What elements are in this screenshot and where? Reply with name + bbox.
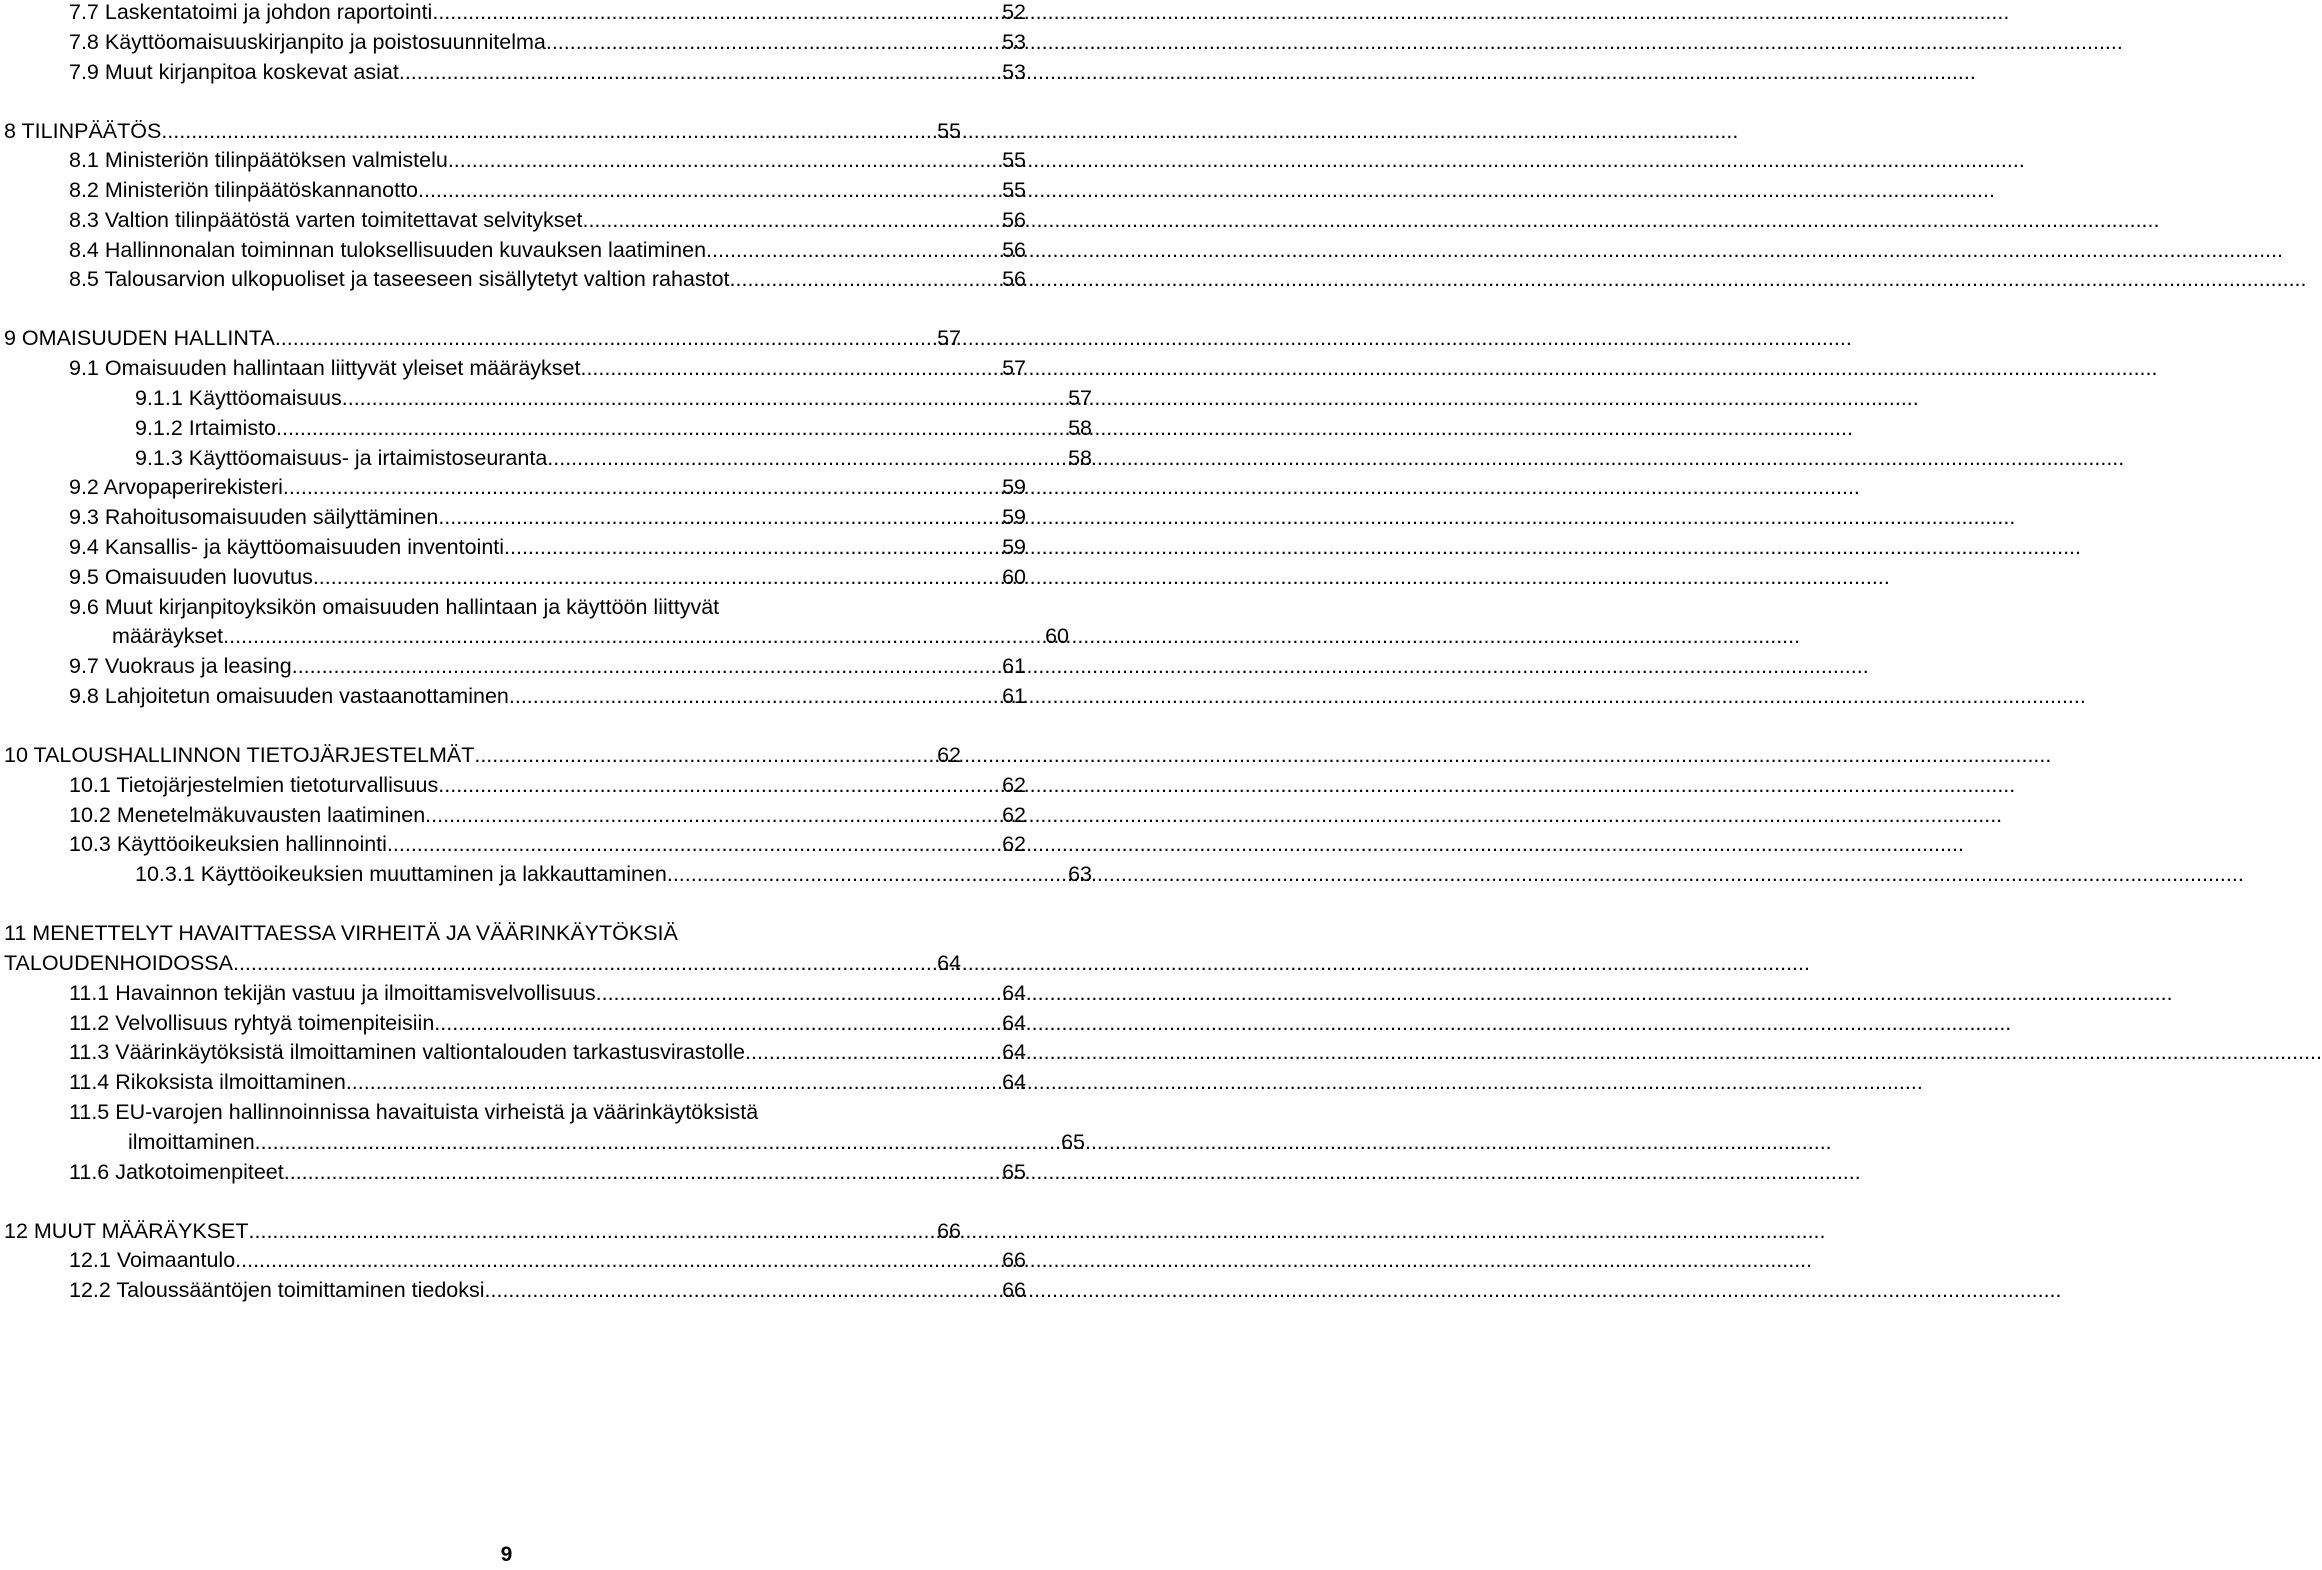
- toc-subentry[interactable]: [0, 413, 1092, 443]
- toc-entry-title: 11.4 Rikoksista ilmoittaminen: [69, 1070, 346, 1094]
- dot-leader: [580, 353, 1002, 383]
- toc-entry-page: 62: [1002, 832, 1026, 856]
- toc-entry-title: 8.1 Ministeriön tilinpäätöksen valmistelu: [69, 148, 448, 172]
- toc-entry-title: 7.7 Laskentatoimi ja johdon raportointi: [69, 0, 433, 24]
- toc-entry-page: 55: [1002, 178, 1026, 202]
- toc-entry[interactable]: [0, 353, 1026, 383]
- toc-entry-page: 56: [1002, 238, 1026, 262]
- dot-leader: [547, 443, 1068, 473]
- toc-entry-title: 12.1 Voimaantulo: [69, 1248, 236, 1272]
- dot-leader: [504, 532, 1002, 562]
- toc-entry-title: 12.2 Taloussääntöjen toimittaminen tiedoksi: [69, 1278, 485, 1302]
- dot-leader: [418, 175, 1002, 205]
- toc-entry-title-line1[interactable]: 9.6 Muut kirjanpitoyksikön omaisuuden hallintaan ja käyttöön liittyvät: [69, 595, 720, 619]
- dot-leader: [438, 502, 1002, 532]
- dot-leader: [235, 1245, 1002, 1275]
- toc-entry-title: 8.5 Talousarvion ulkopuoliset ja taseeseen sisällytetyt valtion rahastot: [69, 267, 730, 291]
- toc-entry[interactable]: [0, 1008, 1026, 1038]
- dot-leader: [255, 1127, 1061, 1157]
- toc-entry-page: 66: [1002, 1248, 1026, 1272]
- toc-entry[interactable]: [0, 57, 1026, 87]
- toc-entry-title: 10.1 Tietojärjestelmien tietoturvallisuus: [69, 773, 439, 797]
- toc-entry-title: 9.8 Lahjoitetun omaisuuden vastaanottaminen: [69, 684, 509, 708]
- toc-entry-page: 63: [1068, 862, 1092, 886]
- toc-entry-title: 7.8 Käyttöomaisuuskirjanpito ja poistosuunnitelma: [69, 30, 546, 54]
- toc-entry-page: 57: [1002, 356, 1026, 380]
- toc-entry-title: 11.3 Väärinkäytöksistä ilmoittaminen valtiontalouden tarkastusvirastolle: [69, 1040, 746, 1064]
- dot-leader: [596, 978, 1002, 1008]
- toc-entry-page: 53: [1002, 60, 1026, 84]
- toc-entry-page: 61: [1002, 684, 1026, 708]
- dot-leader: [284, 1157, 1002, 1187]
- toc-subentry[interactable]: [0, 383, 1092, 413]
- toc-entry-page: 66: [937, 1219, 961, 1243]
- toc-entry-title: 12 MUUT MÄÄRÄYKSET: [4, 1219, 249, 1243]
- toc-entry-title: 10 TALOUSHALLINNON TIETOJÄRJESTELMÄT: [4, 743, 475, 767]
- toc-entry-title: 9.1.2 Irtaimisto: [135, 416, 276, 440]
- dot-leader: [161, 116, 937, 146]
- toc-entry-page: 65: [1061, 1130, 1085, 1154]
- toc-entry[interactable]: [0, 770, 1026, 800]
- toc-entry-page: 66: [1002, 1278, 1026, 1302]
- toc-entry[interactable]: [0, 651, 1026, 681]
- toc-entry-title: 7.9 Muut kirjanpitoa koskevat asiat: [69, 60, 399, 84]
- toc-entry-page: 55: [937, 119, 961, 143]
- toc-entry-page: 62: [1002, 803, 1026, 827]
- dot-leader: [276, 413, 1068, 443]
- toc-entry[interactable]: [0, 978, 1026, 1008]
- toc-entry-title: 10.2 Menetelmäkuvausten laatiminen: [69, 803, 426, 827]
- toc-entry-page: 52: [1002, 0, 1026, 24]
- toc-entry-title: 11.1 Havainnon tekijän vastuu ja ilmoittamisvelvollisuus: [69, 981, 596, 1005]
- toc-entry-page: 60: [1045, 624, 1069, 648]
- toc-entry-page: 65: [1002, 1160, 1026, 1184]
- toc-chapter[interactable]: [0, 116, 961, 146]
- toc-entry-page: 62: [937, 743, 961, 767]
- toc-entry-page: 57: [937, 326, 961, 350]
- toc-entry-title: 9.3 Rahoitusomaisuuden säilyttäminen: [69, 505, 439, 529]
- dot-leader: [233, 948, 937, 978]
- toc-entry-page: 58: [1068, 416, 1092, 440]
- toc-subentry[interactable]: [0, 859, 1092, 889]
- toc-entry-title: ilmoittaminen: [128, 1130, 255, 1154]
- toc-entry[interactable]: [0, 472, 1026, 502]
- toc-chapter-title-line1[interactable]: 11 MENETTELYT HAVAITTAESSA VIRHEITÄ JA VÄÄRINKÄYTÖKSIÄ: [4, 921, 678, 945]
- toc-entry-page: 57: [1068, 386, 1092, 410]
- dot-leader: [283, 472, 1002, 502]
- toc-entry[interactable]: [0, 1157, 1026, 1187]
- toc-entry-page: 64: [1002, 1070, 1026, 1094]
- toc-entry-page: 56: [1002, 208, 1026, 232]
- dot-leader: [275, 323, 937, 353]
- toc-entry-page: 56: [1002, 267, 1026, 291]
- toc-entry[interactable]: [0, 800, 1026, 830]
- toc-entry-page: 59: [1002, 535, 1026, 559]
- toc-entry-title: 10.3 Käyttöoikeuksien hallinnointi: [69, 832, 387, 856]
- toc-entry[interactable]: [0, 1067, 1026, 1097]
- dot-leader: [346, 1067, 1002, 1097]
- toc-entry[interactable]: [0, 205, 1026, 235]
- toc-entry-title: 9.4 Kansallis- ja käyttöomaisuuden inventointi: [69, 535, 505, 559]
- dot-leader: [667, 859, 1068, 889]
- toc-entry-page: 60: [1002, 565, 1026, 589]
- toc-entry-page: 55: [1002, 148, 1026, 172]
- toc-entry-title: 8.4 Hallinnonalan toiminnan tuloksellisuuden kuvauksen laatiminen: [69, 238, 707, 262]
- dot-leader: [425, 800, 1002, 830]
- dot-leader: [249, 1216, 938, 1246]
- toc-entry-page: 64: [1002, 981, 1026, 1005]
- toc-entry[interactable]: [0, 1275, 1026, 1305]
- page-number: 9: [500, 1543, 513, 1566]
- toc-entry[interactable]: [0, 264, 1026, 294]
- toc-entry-title: 9.1 Omaisuuden hallintaan liittyvät yleiset määräykset: [69, 356, 581, 380]
- toc-entry-title: 8.3 Valtion tilinpäätöstä varten toimitettavat selvitykset: [69, 208, 583, 232]
- dot-leader: [485, 1275, 1003, 1305]
- toc-entry-title: 9.1.3 Käyttöomaisuus- ja irtaimistoseuranta: [135, 446, 548, 470]
- toc-entry-title: määräykset: [112, 624, 224, 648]
- toc-entry-page: 62: [1002, 773, 1026, 797]
- toc-entry-page: 58: [1068, 446, 1092, 470]
- toc-chapter[interactable]: [0, 1216, 961, 1246]
- dot-leader: [448, 145, 1002, 175]
- dot-leader: [387, 829, 1002, 859]
- toc-entry[interactable]: [0, 27, 1026, 57]
- toc-entry-title: 10.3.1 Käyttöoikeuksien muuttaminen ja lakkauttaminen: [135, 862, 667, 886]
- dot-leader: [474, 740, 937, 770]
- toc-entry-title: 9.2 Arvopaperirekisteri: [69, 475, 283, 499]
- toc-entry-page: 64: [1002, 1011, 1026, 1035]
- dot-leader: [582, 205, 1002, 235]
- dot-leader: [342, 383, 1068, 413]
- toc-chapter[interactable]: [0, 948, 961, 978]
- toc-entry-title: 9.5 Omaisuuden luovutus: [69, 565, 313, 589]
- toc-entry-page: 64: [1002, 1040, 1026, 1064]
- dot-leader: [706, 235, 1002, 265]
- toc-entry-title-line1[interactable]: 11.5 EU-varojen hallinnoinnissa havaituista virheistä ja väärinkäytöksistä: [69, 1100, 759, 1124]
- toc-entry-page: 64: [937, 951, 961, 975]
- toc-entry[interactable]: [0, 829, 1026, 859]
- toc-entry-page: 53: [1002, 30, 1026, 54]
- toc-entry[interactable]: [0, 562, 1026, 592]
- toc-entry-title: 11.2 Velvollisuus ryhtyä toimenpiteisiin: [69, 1011, 435, 1035]
- toc-entry-title: 9.7 Vuokraus ja leasing: [69, 654, 292, 678]
- toc-entry[interactable]: [0, 235, 1026, 265]
- dot-leader: [745, 1037, 1002, 1067]
- dot-leader: [509, 681, 1002, 711]
- dot-leader: [438, 770, 1002, 800]
- toc-entry[interactable]: [0, 681, 1026, 711]
- toc-entry-title: 8.2 Ministeriön tilinpäätöskannanotto: [69, 178, 418, 202]
- dot-leader: [313, 562, 1002, 592]
- toc-entry-title: 11.6 Jatkotoimenpiteet: [69, 1160, 284, 1184]
- toc-entry-title: 9.1.1 Käyttöomaisuus: [135, 386, 342, 410]
- toc-entry[interactable]: [0, 532, 1026, 562]
- toc-entry[interactable]: [0, 175, 1026, 205]
- toc-entry-title: 8 TILINPÄÄTÖS: [4, 119, 162, 143]
- toc-entry[interactable]: [0, 1037, 1026, 1067]
- dot-leader: [223, 621, 1045, 651]
- toc-chapter[interactable]: [0, 740, 961, 770]
- toc-entry-page: 61: [1002, 654, 1026, 678]
- toc-entry[interactable]: [0, 621, 1069, 651]
- toc-entry-page: 59: [1002, 505, 1026, 529]
- toc-entry[interactable]: [0, 0, 1026, 27]
- toc-entry[interactable]: [0, 1127, 1085, 1157]
- toc-chapter[interactable]: [0, 323, 961, 353]
- dot-leader: [399, 57, 1002, 87]
- toc-entry-title: 9 OMAISUUDEN HALLINTA: [4, 326, 275, 350]
- dot-leader: [434, 1008, 1002, 1038]
- toc-entry[interactable]: [0, 1245, 1026, 1275]
- dot-leader: [292, 651, 1002, 681]
- toc-entry[interactable]: [0, 502, 1026, 532]
- toc-entry[interactable]: [0, 145, 1026, 175]
- dot-leader: [546, 27, 1002, 57]
- toc-entry-page: 59: [1002, 475, 1026, 499]
- dot-leader: [432, 0, 1002, 27]
- toc-entry-title: TALOUDENHOIDOSSA: [4, 951, 233, 975]
- toc-subentry[interactable]: [0, 443, 1092, 473]
- dot-leader: [730, 264, 1003, 294]
